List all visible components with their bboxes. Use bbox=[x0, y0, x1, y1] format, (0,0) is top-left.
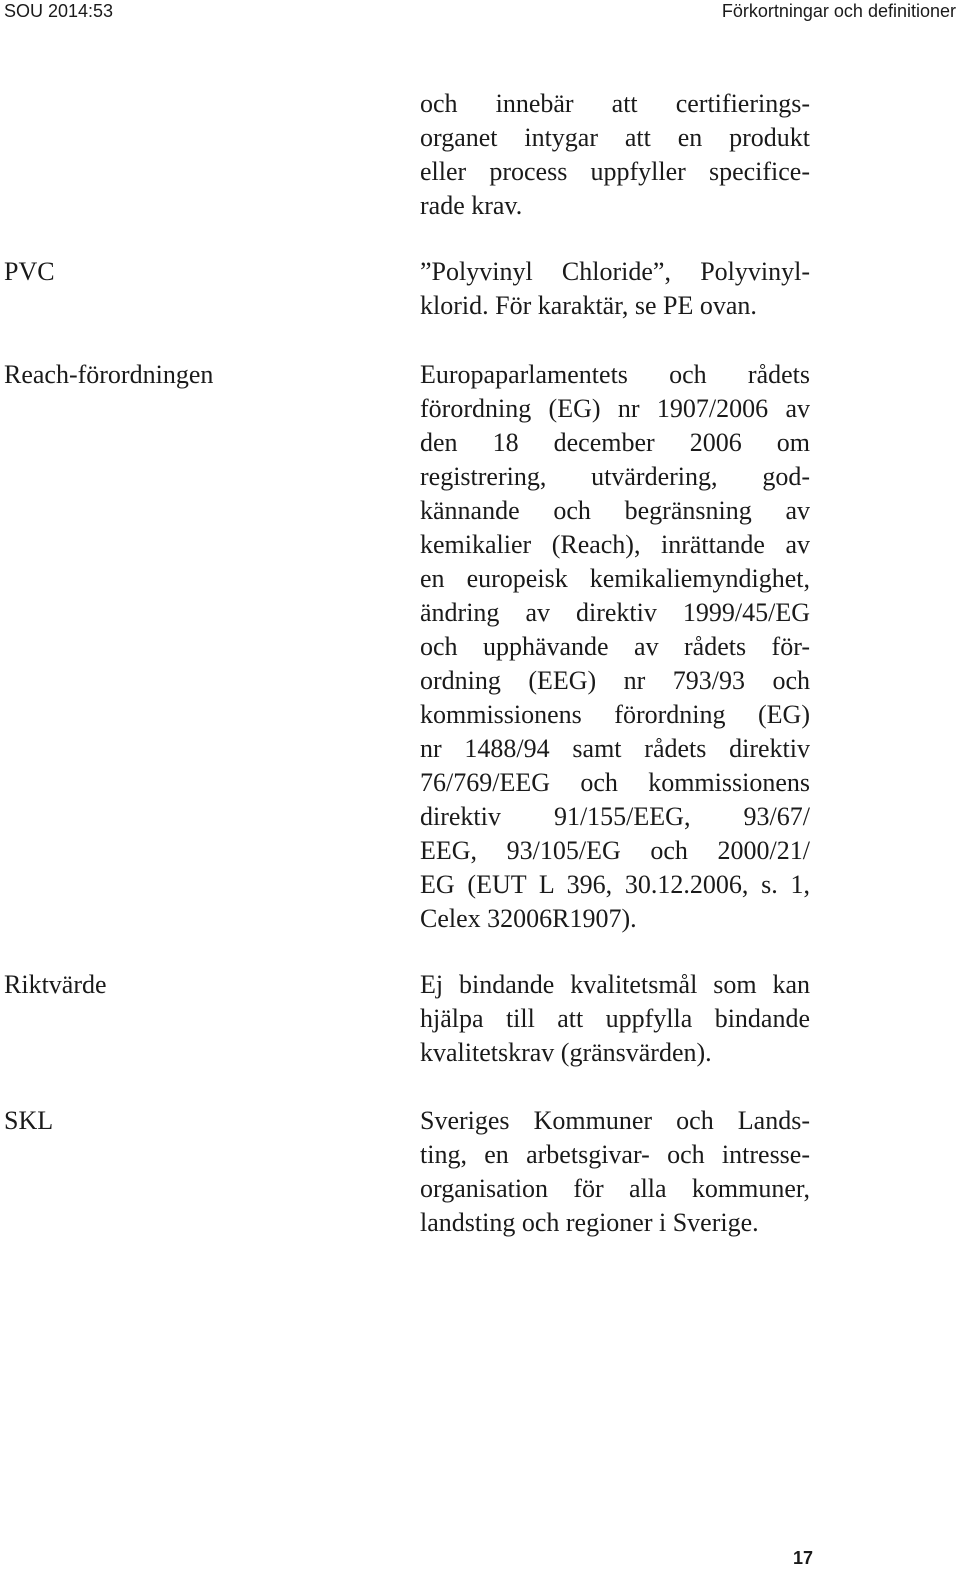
definition-line: och upphävande av rådets för- bbox=[420, 632, 810, 661]
definition-line: Sveriges Kommuner och Lands- bbox=[420, 1106, 810, 1135]
definition-line: kvalitetskrav (gränsvärden). bbox=[420, 1038, 712, 1067]
definition-line: EEG, 93/105/EG och 2000/21/ bbox=[420, 836, 810, 865]
definition-line: Celex 32006R1907). bbox=[420, 904, 637, 933]
definition-line: landsting och regioner i Sverige. bbox=[420, 1208, 759, 1237]
definition-line: Ej bindande kvalitetsmål som kan bbox=[420, 970, 810, 999]
definition-line: 76/769/EEG och kommissionens bbox=[420, 768, 810, 797]
definition-text bbox=[420, 968, 810, 1070]
definition-line: organet intygar att en produkt bbox=[420, 123, 810, 152]
definition-line: ordning (EEG) nr 793/93 och bbox=[420, 666, 810, 695]
definition-line: direktiv 91/155/EEG, 93/67/ bbox=[420, 802, 810, 831]
definition-line: nr 1488/94 samt rådets direktiv bbox=[420, 734, 810, 763]
definition-text bbox=[420, 358, 810, 936]
definition-line: organisation för alla kommuner, bbox=[420, 1174, 810, 1203]
term-label: SKL bbox=[4, 1106, 54, 1135]
definition-line: rade krav. bbox=[420, 191, 523, 220]
definition-line: kännande och begränsning av bbox=[420, 496, 810, 525]
definition-line: registrering, utvärdering, god- bbox=[420, 462, 810, 491]
definition-line: ”Polyvinyl Chloride”, Polyvinyl- bbox=[420, 257, 810, 286]
term-label: Riktvärde bbox=[4, 970, 107, 999]
definition-line: eller process uppfyller specifice- bbox=[420, 157, 810, 186]
definition-text bbox=[420, 87, 810, 223]
definition-line: ting, en arbetsgivar- och intresse- bbox=[420, 1140, 810, 1169]
page-number: 17 bbox=[793, 1548, 814, 1568]
definition-line: klorid. För karaktär, se PE ovan. bbox=[420, 291, 757, 320]
report-id: SOU 2014:53 bbox=[4, 1, 114, 21]
definition-text bbox=[420, 255, 810, 323]
definition-line: kemikalier (Reach), inrättande av bbox=[420, 530, 810, 559]
running-head bbox=[0, 0, 960, 24]
definition-text bbox=[420, 1104, 810, 1240]
section-title: Förkortningar och definitioner bbox=[721, 1, 956, 21]
term-label: PVC bbox=[4, 257, 55, 286]
definition-line: en europeisk kemikaliemyndighet, bbox=[420, 564, 810, 593]
definition-line: den 18 december 2006 om bbox=[420, 428, 810, 457]
definition-line: kommissionens förordning (EG) bbox=[420, 700, 810, 729]
definition-line: och innebär att certifierings- bbox=[420, 89, 810, 118]
definition-line: hjälpa till att uppfylla bindande bbox=[420, 1004, 810, 1033]
definition-line: ändring av direktiv 1999/45/EG bbox=[420, 598, 810, 627]
definition-line: Europaparlamentets och rådets bbox=[420, 360, 810, 389]
definition-line: EG (EUT L 396, 30.12.2006, s. 1, bbox=[420, 870, 810, 899]
term-label: Reach-förordningen bbox=[4, 360, 214, 389]
definition-line: förordning (EG) nr 1907/2006 av bbox=[420, 394, 810, 423]
